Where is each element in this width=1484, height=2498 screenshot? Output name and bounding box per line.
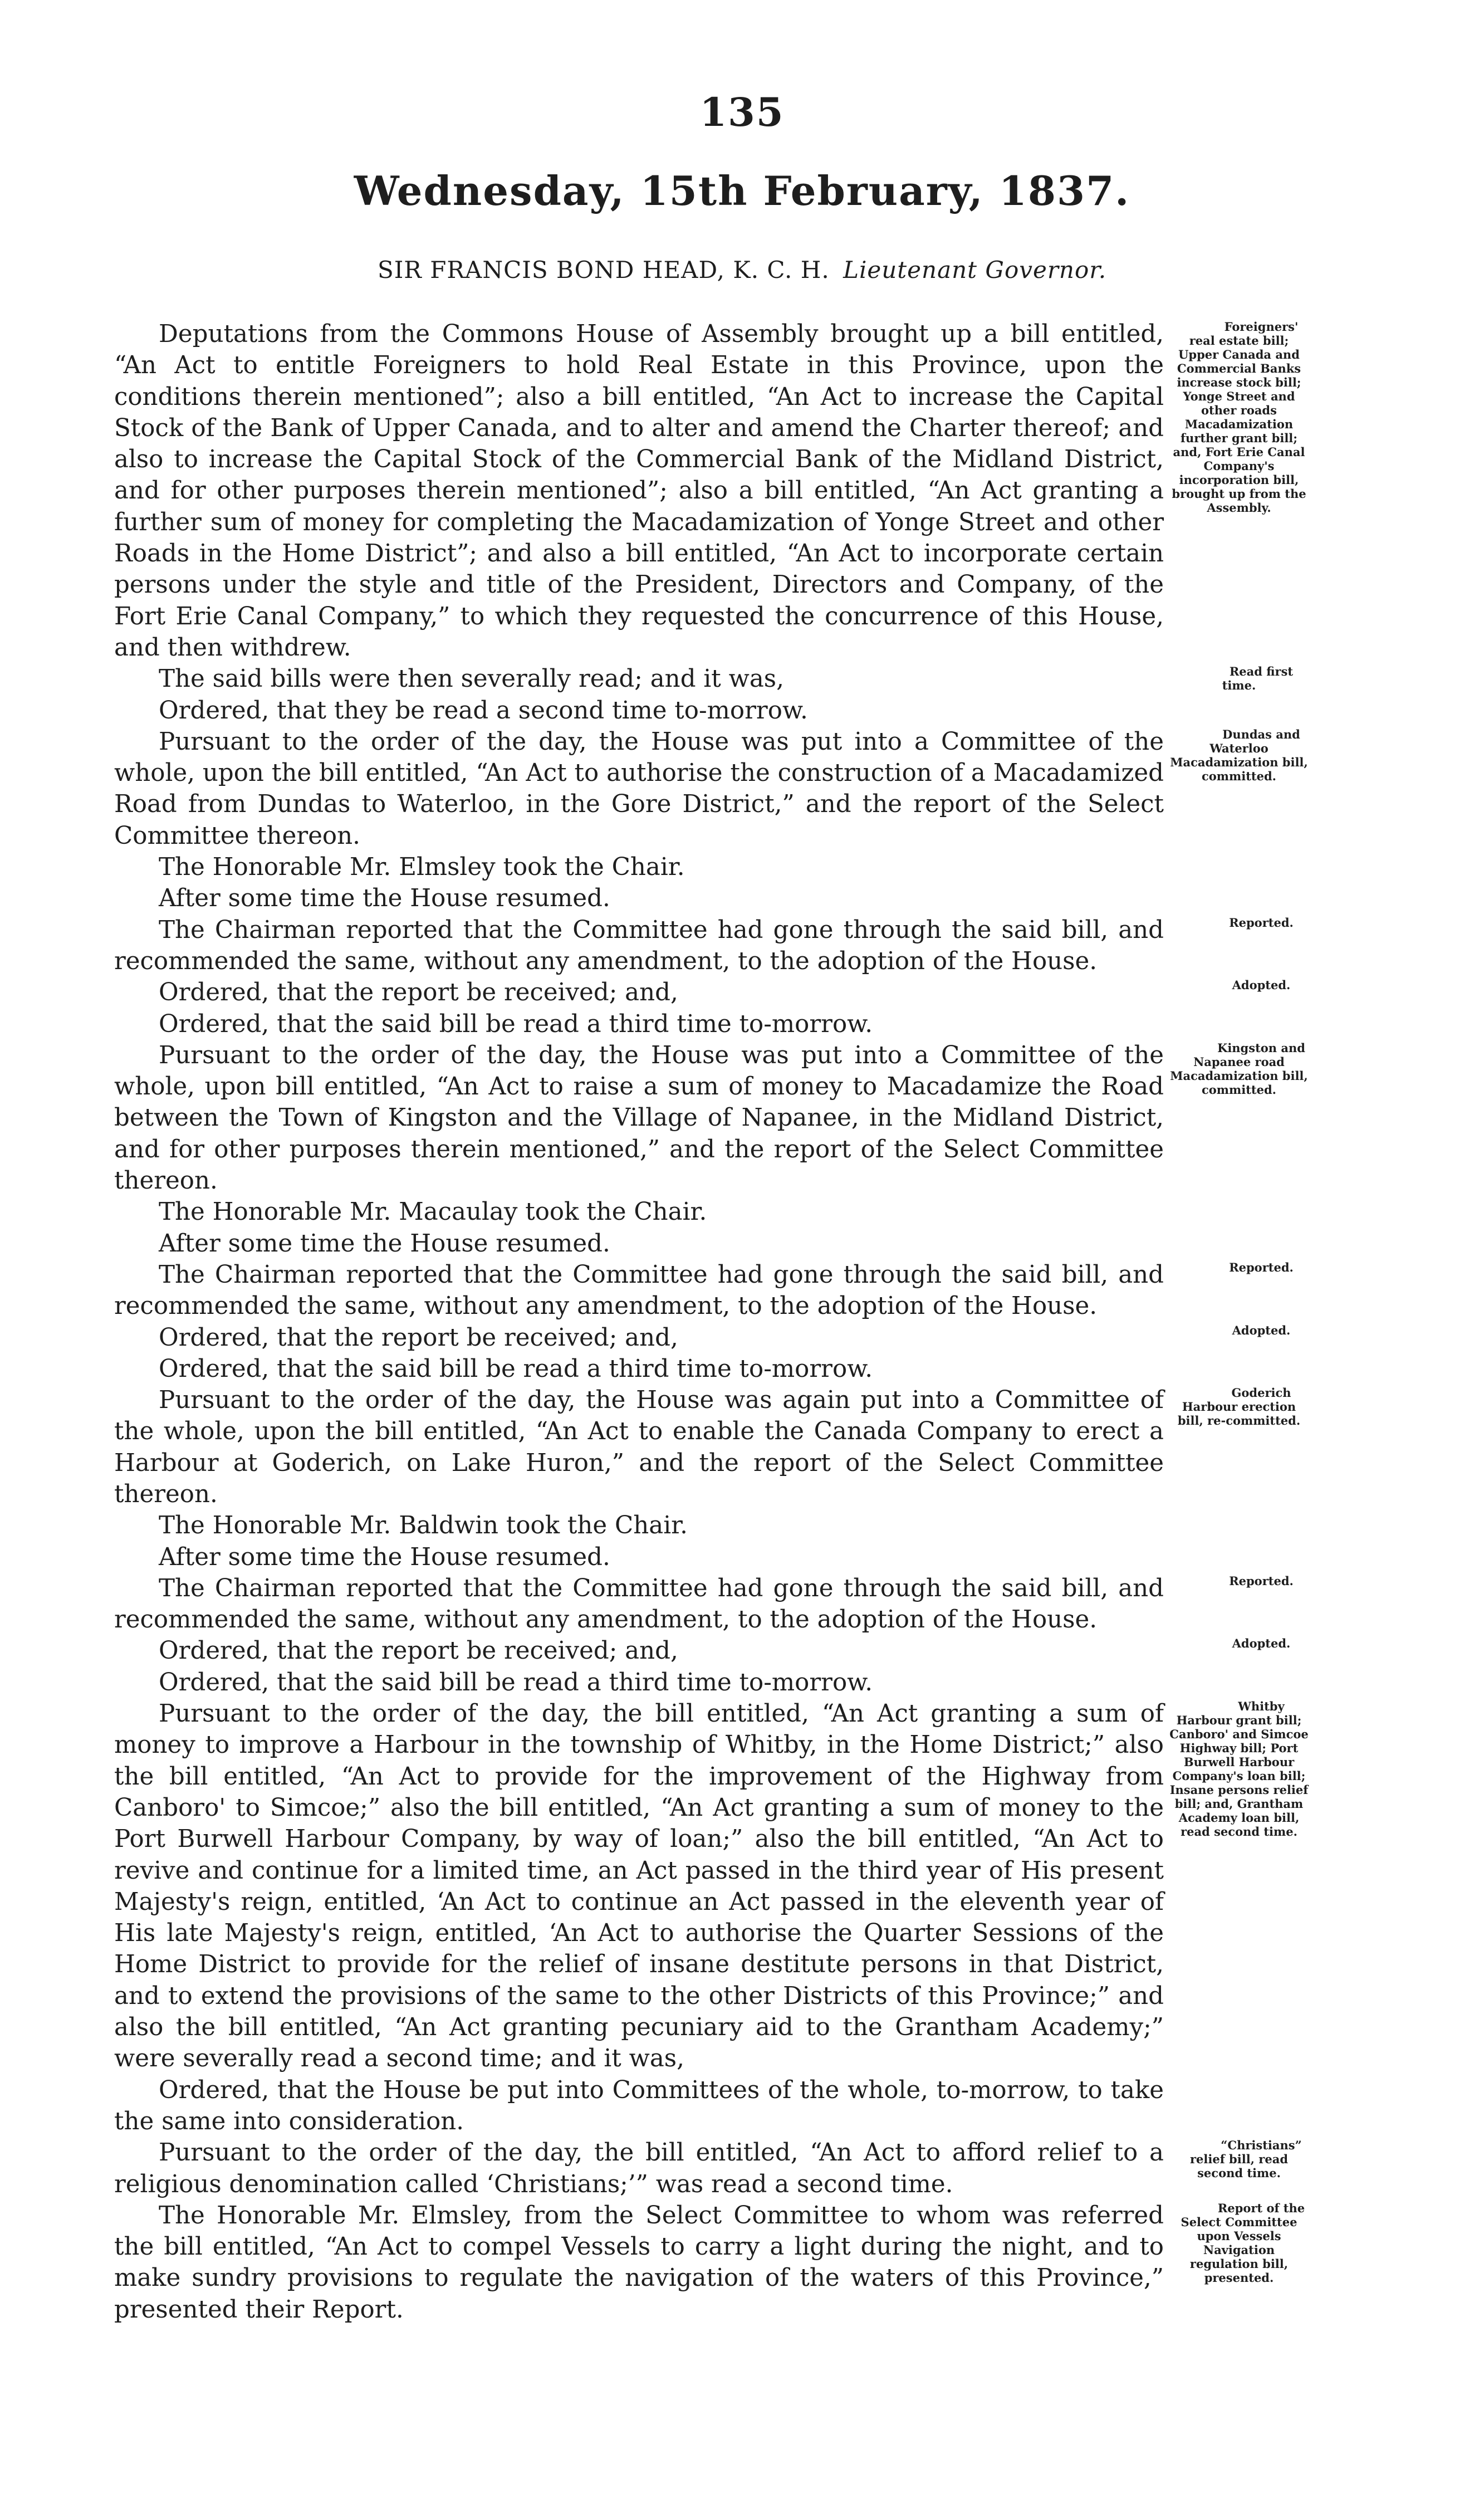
margin-note: Dundas and Waterloo Macadamization bill, committed. [1170, 727, 1308, 783]
journal-paragraph [114, 1196, 1164, 1228]
journal-paragraph [114, 1510, 1164, 1541]
margin-note: Read first time. [1222, 664, 1294, 693]
paragraph-text: The Honorable Mr. Elmsley, from the Select Committee to whom was referred the bill entitled, “An Act to compel Vessels to carry a light during the night, and to make sundry provisions to regulate the navigation of the waters of this Province,” presented their Report. [114, 2201, 1164, 2324]
paragraph-text: Ordered, that the said bill be read a third time to-morrow. [159, 1355, 873, 1383]
journal-paragraph [114, 663, 1294, 695]
page-number: 135 [699, 89, 785, 135]
margin-note: Goderich Harbour erection bill, re-committed. [1177, 1386, 1301, 1428]
margin-note: Reported. [1229, 1573, 1294, 1588]
journal-paragraph [114, 1353, 1164, 1385]
paragraph-text: Ordered, that the report be received; and, [159, 1323, 678, 1352]
margin-note: Kingston and Napanee road Macadamization bill, committed. [1170, 1040, 1308, 1097]
journal-paragraph [114, 1228, 1164, 1259]
margin-note: “Christians” relief bill, read second time. [1189, 2138, 1302, 2181]
paragraph-text: Pursuant to the order of the day, the bill entitled, “An Act to afford relief to a religious denomination called ‘Christians;’” was read a second time. [114, 2139, 1164, 2198]
journal-paragraph [114, 1385, 1301, 1510]
journal-paragraph [114, 2200, 1305, 2325]
journal-paragraph [114, 1009, 1164, 1040]
margin-note: Adopted. [1232, 1323, 1291, 1337]
paragraph-text: Deputations from the Commons House of Assembly brought up a bill entitled, “An Act to entitle Foreigners to hold Real Estate in this Province, upon the conditions therein mentioned”; also a bill entitled, “An Act to increase the Capital Stock of the Bank of Upper Canada, and to alter and amend the Charter thereof; and also to increase the Capital Stock of the Commercial Bank of the Midland District, and for other purposes therein mentioned”; also a bill entitled, “An Act granting a further sum of money for completing the Macadamization of Yonge Street and other Roads in the Home District”; and also a bill entitled, “An Act to incorporate certain persons under the style and title of the President, Directors and Company, of the Fort Erie Canal Company,” to which they requested the concurrence of this House, and then withdrew. [114, 320, 1164, 662]
journal-paragraph [114, 2075, 1164, 2138]
paragraph-text: Ordered, that the said bill be read a third time to-morrow. [159, 1010, 873, 1038]
journal-paragraph [114, 1542, 1164, 1573]
paragraph-text: Ordered, that they be read a second time to-morrow. [159, 696, 808, 725]
paragraph-text: The said bills were then severally read; and it was, [159, 665, 784, 693]
margin-note: Adopted. [1232, 1636, 1291, 1651]
journal-paragraph [114, 883, 1164, 914]
paragraph-text: Pursuant to the order of the day, the bill entitled, “An Act granting a sum of money to improve a Harbour in the township of Whitby, in the Home District;” also the bill entitled, “An Act to provide for the improvement of the Highway from Canboro' to Simcoe;” also the bill entitled, “An Act granting a sum of money to the Port Burwell Harbour Company, by way of loan;” also the bill entitled, “An Act to revive and continue for a limited time, an Act passed in the third year of His present Majesty's reign, entitled, ‘An Act to continue an Act passed in the eleventh year of His late Majesty's reign, entitled, ‘An Act to authorise the Quarter Sessions of the Home District to provide for the relief of insane destitute persons in that District, and to extend the provisions of the same to the other Districts of this Province;” and also the bill entitled, “An Act granting pecuniary aid to the Grantham Academy;” were severally read a second time; and it was, [114, 1700, 1164, 2073]
margin-note: Adopted. [1232, 978, 1291, 993]
paragraph-text: The Chairman reported that the Committee had gone through the said bill, and recommended the same, without any amendment, to the adoption of the House. [114, 916, 1164, 975]
journal-paragraph [114, 1573, 1294, 1636]
paragraph-text: Pursuant to the order of the day, the House was put into a Committee of the whole, upon bill entitled, “An Act to raise a sum of money to Macadamize the Road between the Town of Kingston and the Village of Napanee, in the Midland District, and for other purposes therein mentioned,” and the report of the Select Committee thereon. [114, 1041, 1164, 1195]
journal-paragraph [114, 695, 1164, 726]
date-heading: Wednesday, 15th February, 1837. [354, 167, 1130, 214]
journal-paragraph [114, 1259, 1294, 1322]
journal-paragraph [114, 1698, 1309, 2075]
paragraph-text: Ordered, that the House be put into Committees of the whole, to-morrow, to take the same into consideration. [114, 2076, 1164, 2135]
paragraph-text: The Chairman reported that the Committee had gone through the said bill, and recommended the same, without any amendment, to the adoption of the House. [114, 1260, 1164, 1321]
journal-paragraph [114, 1667, 1164, 1698]
journal-body [114, 319, 1309, 2325]
journal-paragraph [114, 852, 1164, 883]
governor-title: Lieutenant Governor. [843, 256, 1107, 283]
margin-note: Reported. [1229, 915, 1294, 930]
paragraph-text: Pursuant to the order of the day, the House was put into a Committee of the whole, upon the bill entitled, “An Act to authorise the construction of a Macadamized Road from Dundas to Waterloo, in the Gore District,” and the report of the Select Committee thereon. [114, 727, 1164, 850]
paragraph-text: Ordered, that the said bill be read a third time to-morrow. [159, 1668, 873, 1697]
paragraph-text: After some time the House resumed. [159, 1229, 610, 1258]
governor-name: SIR FRANCIS BOND HEAD, K. C. H. [377, 256, 830, 283]
margin-note: Foreigners' real estate bill; Upper Canada and Commercial Banks increase stock bill; Yonge Street and other roads Macadamization further grant bill; and, Fort Erie Canal Company's incorporation bill, brought up from the Assembly. [1172, 320, 1306, 515]
margin-note: Whitby Harbour grant bill; Canboro' and Simcoe Highway bill; Port Burwell Harbour Company's loan bill; Insane persons relief bill; and, Grantham Academy loan bill, read second time. [1169, 1699, 1309, 1839]
journal-paragraph [114, 915, 1294, 977]
paragraph-text: Pursuant to the order of the day, the House was again put into a Committee of the whole, upon the bill entitled, “An Act to enable the Canada Company to erect a Harbour at Goderich, on Lake Huron,” and the report of the Select Committee thereon. [114, 1386, 1164, 1508]
journal-paragraph [114, 1040, 1308, 1196]
journal-paragraph [114, 726, 1308, 852]
paragraph-text: The Honorable Mr. Baldwin took the Chair. [159, 1512, 688, 1540]
paragraph-text: The Honorable Mr. Elmsley took the Chair. [159, 853, 685, 882]
journal-paragraph [114, 319, 1306, 663]
paragraph-text: After some time the House resumed. [159, 1543, 610, 1571]
paragraph-text: After some time the House resumed. [159, 884, 610, 913]
paragraph-text: The Honorable Mr. Macaulay took the Chair. [159, 1198, 707, 1226]
paragraph-text: The Chairman reported that the Committee had gone through the said bill, and recommended the same, without any amendment, to the adoption of the House. [114, 1574, 1164, 1634]
journal-paragraph [114, 2137, 1302, 2200]
journal-paragraph [114, 977, 1291, 1008]
governor-line [0, 256, 1484, 283]
paragraph-text: Ordered, that the report be received; and, [159, 979, 678, 1007]
journal-paragraph [114, 1322, 1291, 1353]
paragraph-text: Ordered, that the report be received; and, [159, 1637, 678, 1665]
margin-note: Report of the Select Committee upon Vessels Navigation regulation bill, presented. [1181, 2201, 1305, 2285]
journal-paragraph [114, 1635, 1291, 1666]
margin-note: Reported. [1229, 1260, 1294, 1274]
